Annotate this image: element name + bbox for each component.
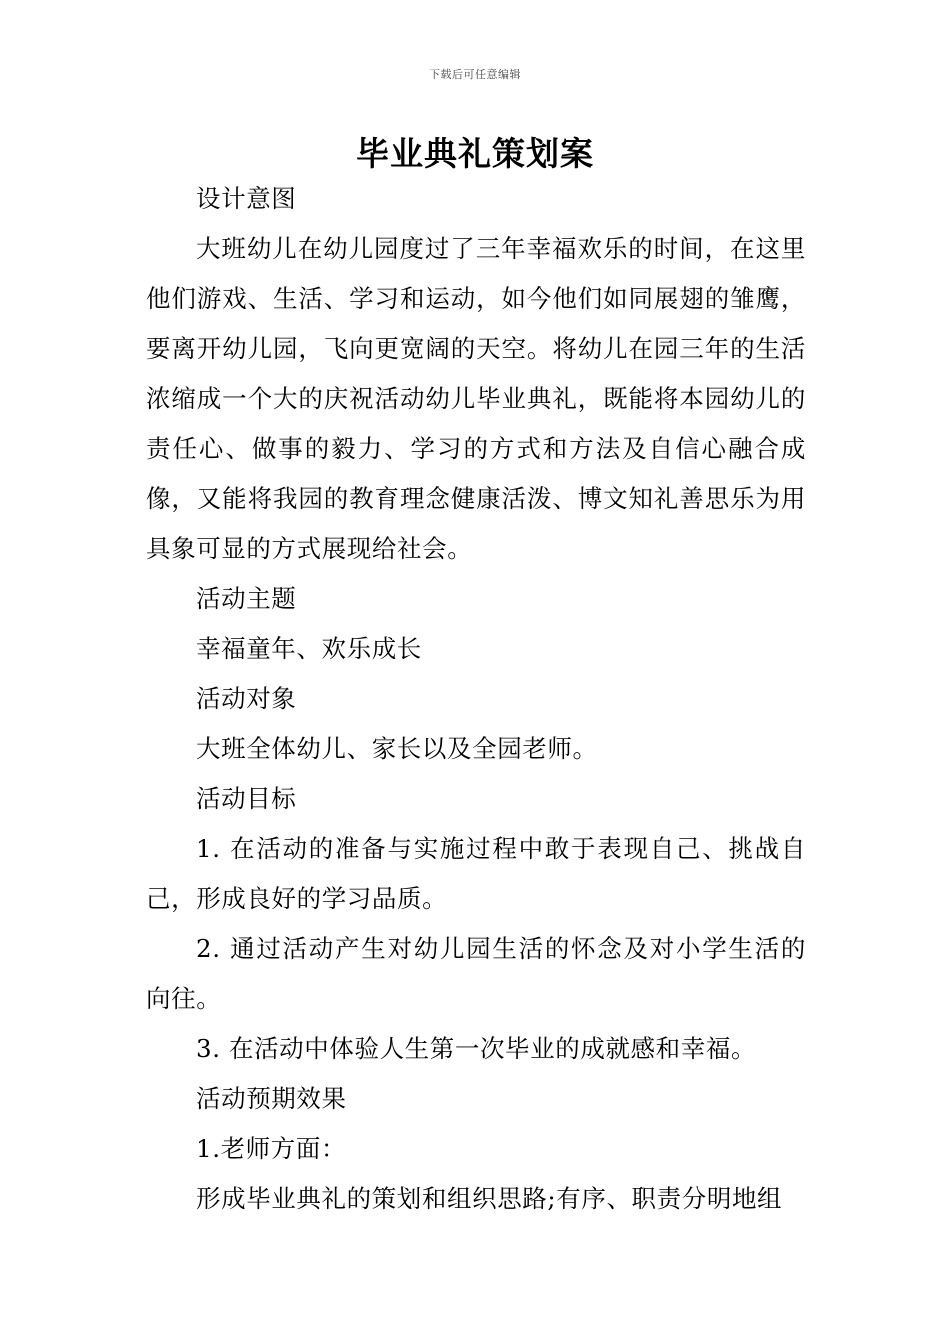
section-heading-design-intent: 设计意图 — [196, 184, 297, 213]
paragraph-design-intent: 大班幼儿在幼儿园度过了三年幸福欢乐的时间，在这里他们游戏、生活、学习和运动，如今他们如同展翅的雏鹰，要离开幼儿园，飞向更宽阔的天空。将幼儿在园三年的生活浓缩成一个大的庆祝活动幼儿毕业典礼，既能将本园幼儿的责任心、做事的毅力、学习的方式和方法及自信心融合成像，又能将我园的教育理念健康活泼、博文知礼善思乐为用具象可显的方式展现给社会。 — [146, 234, 806, 563]
section-heading-audience: 活动对象 — [196, 684, 297, 713]
document-title: 毕业典礼策划案 — [356, 134, 594, 173]
paragraph-teachers: 形成毕业典礼的策划和组织思路;有序、职责分明地组 — [196, 1184, 783, 1213]
goal-item-3: 3. 在活动中体验人生第一次毕业的成就感和幸福。 — [196, 1034, 757, 1063]
document-body — [146, 174, 806, 1224]
header-note: 下载后可任意编辑 — [429, 68, 521, 81]
paragraph-theme: 幸福童年、欢乐成长 — [196, 634, 422, 663]
section-heading-theme: 活动主题 — [196, 584, 297, 613]
goal-item-1: 1. 在活动的准备与实施过程中敢于表现自己、挑战自己，形成良好的学习品质。 — [146, 834, 806, 913]
section-heading-goals: 活动目标 — [196, 784, 297, 813]
subheading-teachers: 1.老师方面： — [196, 1134, 347, 1163]
goal-item-2: 2. 通过活动产生对幼儿园生活的怀念及对小学生活的向往。 — [146, 934, 806, 1013]
section-heading-expected-effect: 活动预期效果 — [196, 1084, 347, 1113]
paragraph-audience: 大班全体幼儿、家长以及全园老师。 — [196, 734, 598, 763]
